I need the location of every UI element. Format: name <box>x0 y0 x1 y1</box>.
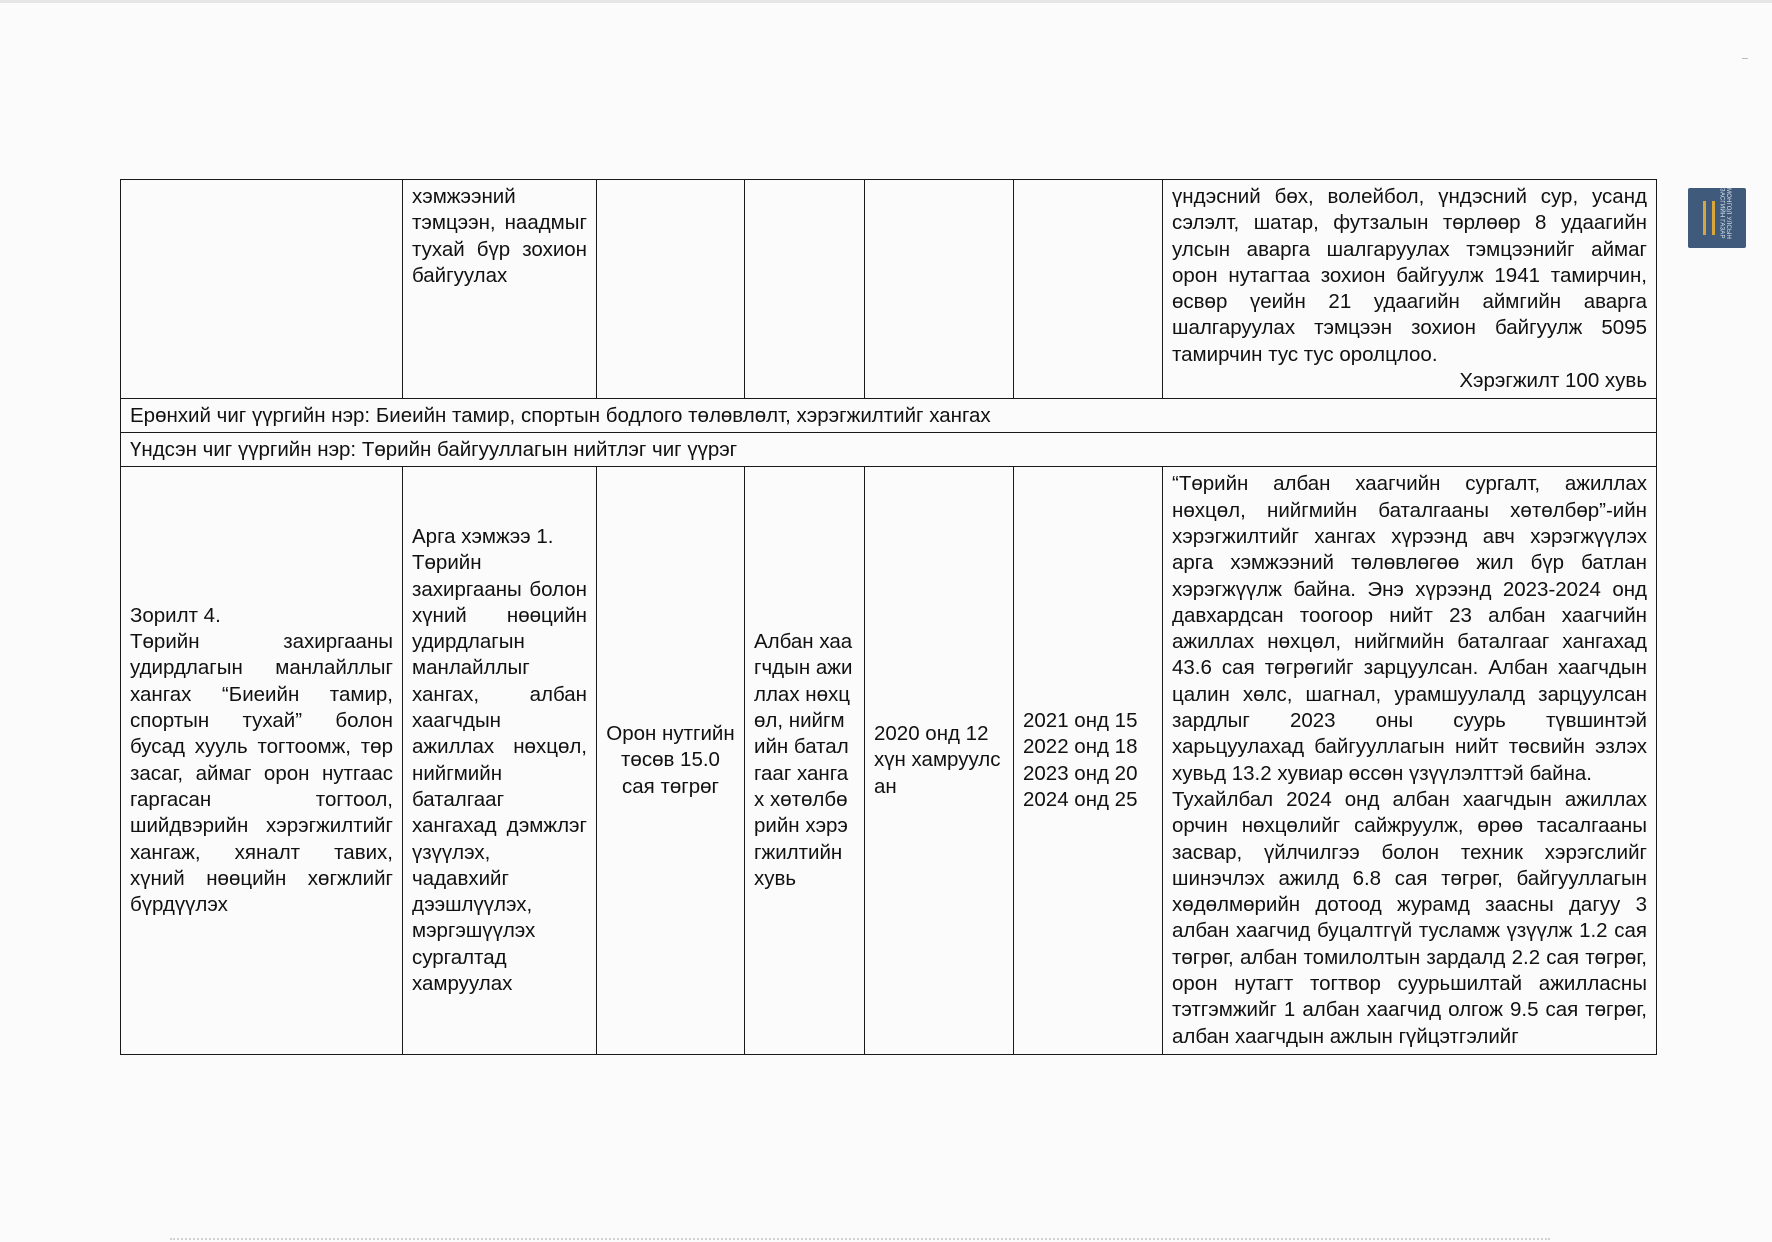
goal-cell <box>121 467 403 1055</box>
report-table <box>120 179 1657 1055</box>
goal-title: Зорилт 4. <box>130 603 221 627</box>
soyombo-emblem-icon <box>1703 201 1715 235</box>
baseline-cell: 2020 онд 12 хүн хамруулсан <box>865 467 1014 1055</box>
page-top-edge <box>0 0 1772 3</box>
goal-text: Төрийн захиргааны удирдлагын манлайллыг хангах “Биеийн тамир, спортын тухай” болон бусад хууль тогтоомж, төр засаг, аймаг орон нутгаас гаргасан тогтоол, шийдвэрийн хэрэгжилтийг хангаж, хяналт тавих, хүний нөөцийн хөгжлийг бүрдүүлэх <box>130 630 393 917</box>
table-row-goal-4 <box>121 467 1657 1055</box>
main-function-label: Үндсэн чиг үүргийн нэр: Төрийн байгууллагын нийтлэг чиг үүрэг <box>121 433 1657 467</box>
target-2023: 2023 онд 20 <box>1023 761 1138 785</box>
indicator-cell: Албан хаагчдын ажиллах нөхцөл, нийгмийн баталгааг хангах хөтөлбөрийн хэрэгжилтийн хувь <box>745 467 865 1055</box>
budget-cell: Орон нутгийн төсөв 15.0 сая төгрөг <box>597 467 745 1055</box>
budget-cell-empty <box>597 180 745 399</box>
government-stamp <box>1688 188 1746 248</box>
measure-title: Арга хэмжээ 1. <box>412 524 554 548</box>
scan-corner-mark <box>1742 58 1748 63</box>
measure-cell <box>403 467 597 1055</box>
indicator-cell-empty <box>745 180 865 399</box>
main-function-row <box>121 433 1657 467</box>
target-cell-empty <box>1014 180 1163 399</box>
execution-percent: Хэрэгжилт 100 хувь <box>1459 369 1647 393</box>
goal-cell-empty <box>121 180 403 399</box>
general-function-label: Ерөнхий чиг үүргийн нэр: Биеийн тамир, спортын бодлого төлөвлөлт, хэрэгжилтийг хангах <box>121 399 1657 433</box>
result-cell-goal-4 <box>1163 467 1657 1055</box>
target-2021: 2021 онд 15 <box>1023 709 1138 733</box>
result-paragraph-2: Тухайлбал 2024 онд албан хаагчдын ажиллах орчин нөхцөлийг сайжруулж, өрөө тасалгааны засвар, үйлчилгээ болон техник хэрэгслийг шинэчлэх ажилд 6.8 сая төгрөг, байгууллагын хөдөлмөрийн дотоод журамд заасны дагуу 3 албан хаагчид буцалтгүй тусламж үзүүлж 1.2 сая төгрөг, албан томилолтын зардалд 2.2 сая төгрөг, орон нутагт тогтвор суурьшилтай ажилласны тэтгэмжийг 1 албан хаагчид олгож 9.5 сая төгрөг, албан хаагчдын ажлын гүйцэтгэлийг <box>1172 787 1647 1048</box>
result-text: үндэсний бөх, волейбол, үндэсний сур, усанд сэлэлт, шатар, футзалын төрлөөр 8 удаагийн улсын аварга шалгаруулах тэмцээнийг аймаг орон нутагтаа зохион байгуулж 1941 тамирчин, өсвөр үеийн 21 удаагийн аймгийн аварга шалгаруулах тэмцээн зохион байгуулж 5095 тамирчин тус тус оролцлоо. <box>1172 185 1647 366</box>
target-2022: 2022 онд 18 <box>1023 735 1138 759</box>
activity-cell: хэмжээний тэмцээн, наадмыг тухай бүр зохион байгуулах <box>403 180 597 399</box>
target-cell <box>1014 467 1163 1055</box>
table-row-continuation <box>121 180 1657 399</box>
target-2024: 2024 онд 25 <box>1023 787 1138 811</box>
measure-text: Төрийн захиргааны болон хүний нөөцийн удирдлагын манлайллыг хангах, албан хаагчдын ажиллах нөхцөл, нийгмийн баталгааг хангахад дэмжлэг үзүүлэх, чадавхийг дээшлүүлэх, мэргэшүүлэх сургалтад хамруулах <box>412 551 587 996</box>
general-function-row <box>121 399 1657 433</box>
stamp-text: МОНГОЛ УЛСЫН ЗАСГИЙН ГАЗАР <box>1718 188 1732 240</box>
result-paragraph-1: “Төрийн албан хаагчийн сургалт, ажиллах нөхцөл, нийгмийн баталгааны хөтөлбөр”-ийн хэрэгжилтийг хангах хүрээнд авч хэрэгжүүлэх арга хэмжээний төлөвлөгөө жил бүр батлан хэрэгжүүлж байна. Энэ хүрээнд 2023-2024 онд давхардсан тоогоор нийт 23 албан хаагчийн ажиллах нөхцөл, нийгмийн баталгааг хангахад 43.6 сая төгрөгийг зарцуулсан. Албан хаагчдын цалин хөлс, шагнал, урамшуулалд зарцуулсан зардлыг 2023 оны суурь түвшинтэй харьцуулахад байгууллагын нийт төсвийн эзлэх хувьд 13.2 хувиар өссөн үзүүлэлттэй байна. <box>1172 472 1647 785</box>
baseline-cell-empty <box>865 180 1014 399</box>
result-cell <box>1163 180 1657 399</box>
scan-noise-line <box>170 1238 1550 1242</box>
